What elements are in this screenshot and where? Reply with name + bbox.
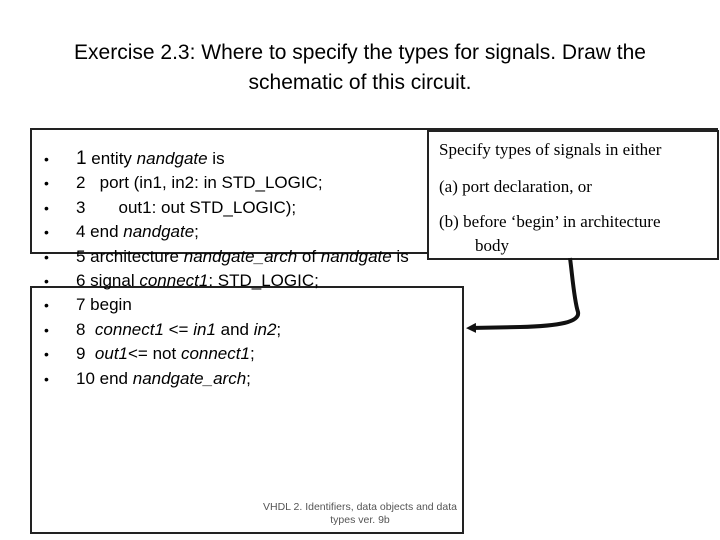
slide-footer [250, 501, 470, 527]
code-line-7: • 7 begin [44, 293, 409, 317]
code-line-9: • 9 out1<= not connect1; [44, 342, 409, 366]
code-line-10: • 10 end nandgate_arch; [44, 367, 409, 391]
code-line-2: • 2 port (in1, in2: in STD_LOGIC; [44, 171, 409, 195]
callout-heading: Specify types of signals in either [439, 140, 662, 159]
bullet-icon: • [44, 297, 49, 314]
bullet-icon: • [44, 321, 49, 338]
title-line-2: schematic of this circuit. [248, 71, 472, 94]
bullet-icon: • [44, 272, 49, 289]
bullet-icon: • [44, 199, 49, 216]
code-line-6: • 6 signal connect1: STD_LOGIC; [44, 269, 409, 293]
callout-option-a: (a) port declaration, or [439, 177, 592, 196]
code-line-5: • 5 architecture nandgate_arch of nandgate is [44, 245, 409, 269]
callout-option-b-continued: body [475, 236, 509, 255]
bullet-icon: • [44, 175, 49, 192]
bullet-icon: • [44, 346, 49, 363]
bullet-icon: • [44, 248, 49, 265]
code-line-4: • 4 end nandgate; [44, 220, 409, 244]
title-line-1: Exercise 2.3: Where to specify the types for signals. Draw the [74, 41, 646, 64]
bullet-icon: • [44, 151, 49, 167]
code-line-3: • 3 out1: out STD_LOGIC); [44, 196, 409, 220]
callout-option-b: (b) before ‘begin’ in architecture [439, 212, 661, 231]
footer-line-1: VHDL 2. Identifiers, data objects and data [263, 501, 457, 513]
code-line-8: • 8 connect1 <= in1 and in2; [44, 318, 409, 342]
footer-line-2: types ver. 9b [330, 514, 390, 526]
code-line-1: • 1 entity nandgate is [44, 147, 409, 171]
bullet-icon: • [44, 224, 49, 241]
bullet-icon: • [44, 370, 49, 387]
